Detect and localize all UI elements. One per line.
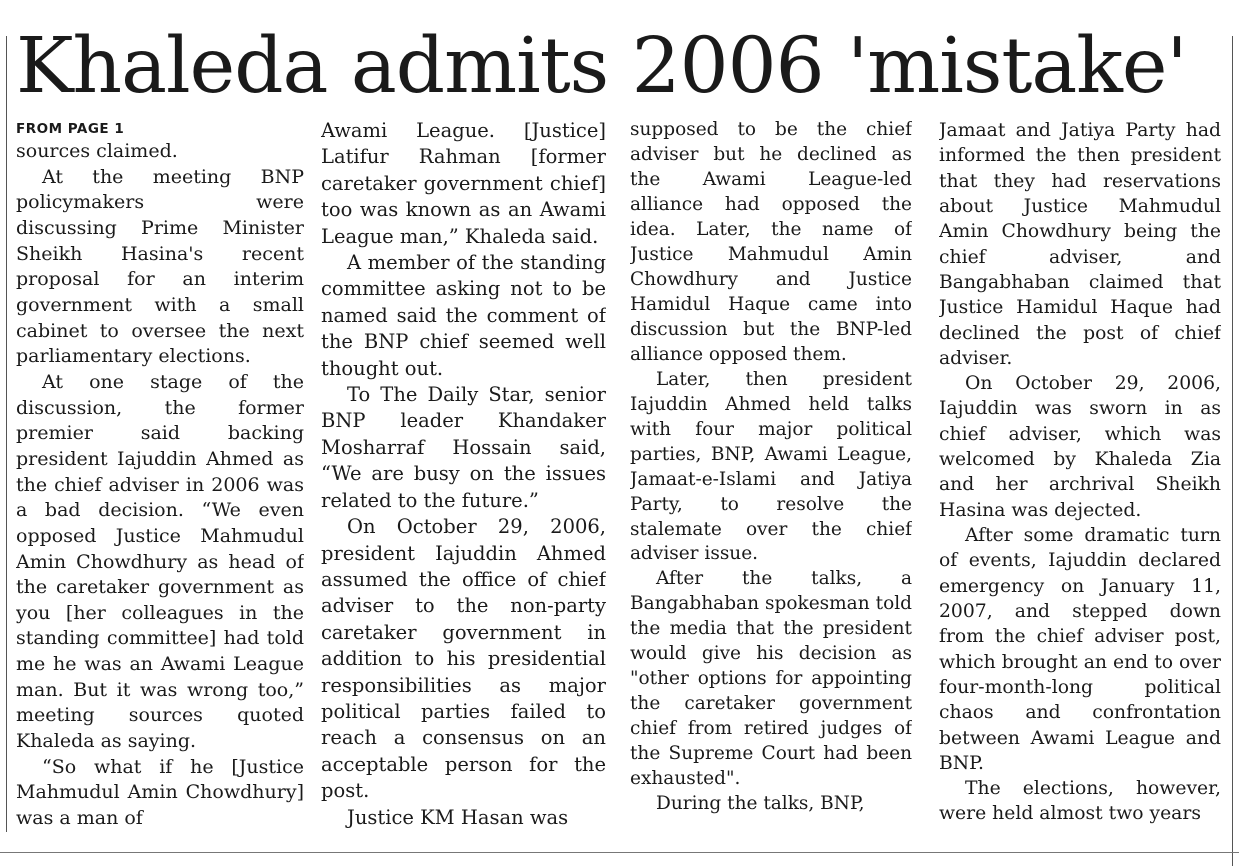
headline: Khaleda admits 2006 'mistake' bbox=[16, 22, 1187, 111]
paragraph: To The Daily Star, senior BNP leader Khandaker Mosharraf Hossain said, “We are busy on the issues related to the future.” bbox=[321, 383, 606, 512]
article-column-2 bbox=[321, 118, 606, 833]
article-column-3 bbox=[630, 118, 912, 833]
paragraph: At one stage of the discussion, the former premier said backing president Iajuddin Ahmed as the chief adviser in 2006 was a bad decision. “We even opposed Justice Mahmudul Amin Chowdhury as head of the caretaker government as you [her colleagues in the standing committee] had told me he was an Awami League man. But it was wrong too,” meeting sources quoted Khaleda as saying. bbox=[16, 370, 304, 753]
article-column-1 bbox=[16, 118, 304, 833]
paragraph: After the talks, a Bangabhaban spokesman told the media that the president would give his decision as "other options for appointing the caretaker government chief from retired judges of the Supreme Court had been exhausted". bbox=[630, 568, 912, 790]
paragraph: On October 29, 2006, Iajuddin was sworn in as chief adviser, which was welcomed by Khaleda Zia and her archrival Sheikh Hasina was dejected. bbox=[939, 373, 1221, 521]
paragraph: Jamaat and Jatiya Party had informed the then president that they had reservations about Justice Mahmudul Amin Chowdhury being the chief adviser, and Bangabhaban claimed that Justice Hamidul Haque had declined the post of chief adviser. bbox=[939, 120, 1221, 369]
paragraph: At the meeting BNP policymakers were discussing Prime Minister Sheikh Hasina's recent proposal for an interim government with a small cabinet to oversee the next parliamentary elections. bbox=[16, 165, 304, 368]
paragraph: supposed to be the chief adviser but he declined as the Awami League-led alliance had opposed the idea. Later, the name of Justice Mahmudul Amin Chowdhury and Justice Hamidul Haque came into discussion but the BNP-led alliance opposed them. bbox=[630, 119, 912, 365]
paragraph: Awami League. [Justice] Latifur Rahman [former caretaker government chief] too was known as an Awami League man,” Khaleda said. bbox=[321, 119, 606, 248]
continuation-kicker: FROM PAGE 1 bbox=[16, 121, 125, 137]
paragraph: During the talks, BNP, bbox=[656, 793, 865, 815]
paragraph: Later, then president Iajuddin Ahmed held talks with four major political parties, BNP, Awami League, Jamaat-e-Islami and Jatiya Party, to resolve the stalemate over the chief adviser issue. bbox=[630, 368, 912, 565]
bottom-rule bbox=[0, 852, 1239, 853]
paragraph: On October 29, 2006, president Iajuddin Ahmed assumed the office of chief adviser to the non-party caretaker government in addition to his presidential responsibilities as major political parties failed to reach a consensus on an acceptable person for the post. bbox=[321, 515, 606, 803]
paragraph: sources claimed. bbox=[16, 140, 178, 162]
paragraph: Justice KM Hasan was bbox=[347, 805, 569, 829]
paragraph: “So what if he [Justice Mahmudul Amin Chowdhury] was a man of bbox=[16, 755, 304, 830]
paragraph: After some dramatic turn of events, Iajuddin declared emergency on January 11, 2007, and stepped down from the chief adviser post, which brought an end to over four-month-long political chaos and confrontation between Awami League and BNP. bbox=[939, 525, 1221, 774]
article-column-4 bbox=[939, 118, 1221, 833]
left-column-rule bbox=[6, 36, 7, 832]
paragraph: A member of the standing committee asking not to be named said the comment of the BNP chief seemed well thought out. bbox=[321, 251, 606, 380]
right-column-rule bbox=[1232, 36, 1233, 866]
paragraph: The elections, however, were held almost two years bbox=[939, 778, 1221, 825]
